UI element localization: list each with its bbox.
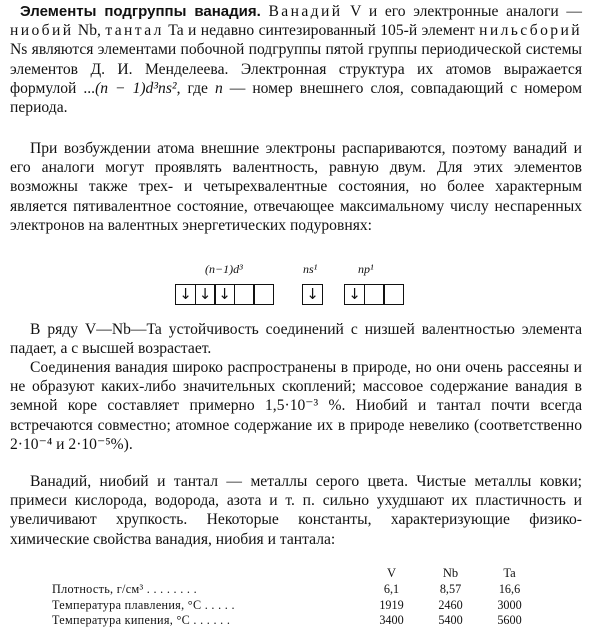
table-header-row xyxy=(52,566,539,582)
property-value: 5400 xyxy=(438,613,463,628)
d-cell xyxy=(253,284,274,305)
property-name: Температура кипения, °С . . . . . . xyxy=(52,613,231,628)
properties-table xyxy=(52,566,539,629)
d-cell: ↓ xyxy=(195,284,216,305)
property-value: 8,57 xyxy=(439,581,462,596)
property-value: 5600 xyxy=(497,613,522,628)
table-row xyxy=(52,598,539,614)
s-cell: ↓ xyxy=(302,284,323,305)
intro-text-7: — номер внешнего слоя, совпадающий с номером периода. xyxy=(10,79,582,117)
term-tantalum: тантал xyxy=(105,22,164,40)
property-value: 6,1 xyxy=(383,581,400,596)
property-name: Температура плавления, °С . . . . . xyxy=(52,597,235,612)
intro-text-5: Ns являются элементами побочной подгруппы пятой группы периодической системы элементов Д. И. Менделеева. Электронная структура их атомов выражается формулой ... xyxy=(10,41,582,97)
term-vanadium: Ванадий xyxy=(268,3,343,20)
property-name: Плотность, г/см³ . . . . . . . . xyxy=(52,581,197,596)
term-niobium: ниобий xyxy=(10,22,74,40)
p-cell: ↓ xyxy=(344,284,365,305)
paragraph-abundance: Соединения ванадия широко распространены в природе, но они очень рассеяны и не образуют каких-либо значительных скоплений; массовое содержание ванадия в земной коре составляет примерно 1,5·10⁻³ %. Ниобий и тантал почти всегда встречаются совместно; атомное содержание их в природе невелико (соответственно 2·10⁻⁴ и 2·10⁻⁵%). xyxy=(10,359,582,453)
paragraph-properties: Ванадий, ниобий и тантал — металлы серого цвета. Чистые металлы ковки; примеси кислорода, водорода, азота и т. п. сильно ухудшают их пластичность и увеличивают хрупкость. Некоторые константы, характеризующие физико-химические свойства ванадия, ниобия и тантала: xyxy=(10,473,582,548)
s-orbital-cells xyxy=(302,284,323,305)
term-nielsbohrium: нильсборий xyxy=(479,22,582,40)
p-cell xyxy=(364,284,385,305)
section-heading: Элементы подгруппы ванадия. xyxy=(20,3,261,20)
d-cell: ↓ xyxy=(175,284,196,305)
d-orbital-cells xyxy=(175,284,274,305)
intro-text-3: Nb, xyxy=(73,22,106,40)
property-value: 1919 xyxy=(379,597,404,612)
p-orbital-label: np¹ xyxy=(358,262,374,276)
property-value: 3400 xyxy=(379,613,404,628)
intro-text-6: , где xyxy=(176,79,215,97)
column-header: Ta xyxy=(503,566,516,580)
property-value: 16,6 xyxy=(498,581,521,596)
paragraph-stability: В ряду V—Nb—Ta устойчивость соединений с низшей валентностью элемента падает, а с высшей возрастает. xyxy=(10,321,582,358)
property-value: 3000 xyxy=(497,597,522,612)
intro-text-2: V и его электронные аналоги — xyxy=(342,3,582,20)
table-row xyxy=(52,613,539,629)
p-cell xyxy=(383,284,404,305)
column-header: V xyxy=(386,566,397,580)
variable-n: n xyxy=(214,79,223,97)
column-header: Nb xyxy=(442,566,459,580)
paragraph-excitation: При возбуждении атома внешние электроны распариваются, поэтому ванадий и его аналоги могут проявлять валентность, равную двум. Для этих элементов возможны также трех- и четырехвалентные состояния, но более характерным является пятивалентное состояние, отвечающее максимальному числу неспаренных электронов на валентных энергетических подуровнях: xyxy=(10,140,582,234)
property-value: 2460 xyxy=(438,597,463,612)
electron-formula: (n − 1)d³ns² xyxy=(95,79,177,97)
orbital-diagram xyxy=(0,260,590,320)
table-header-blank xyxy=(52,566,362,582)
d-orbital-label: (n−1)d³ xyxy=(205,262,243,276)
p-orbital-cells xyxy=(344,284,404,305)
intro-text-4: Ta и недавно синтезированный 105-й элемент xyxy=(163,22,480,40)
table-row xyxy=(52,582,539,598)
paragraph-intro xyxy=(10,2,582,117)
d-cell xyxy=(234,284,255,305)
s-orbital-label: ns¹ xyxy=(303,262,318,276)
d-cell: ↓ xyxy=(214,284,235,305)
